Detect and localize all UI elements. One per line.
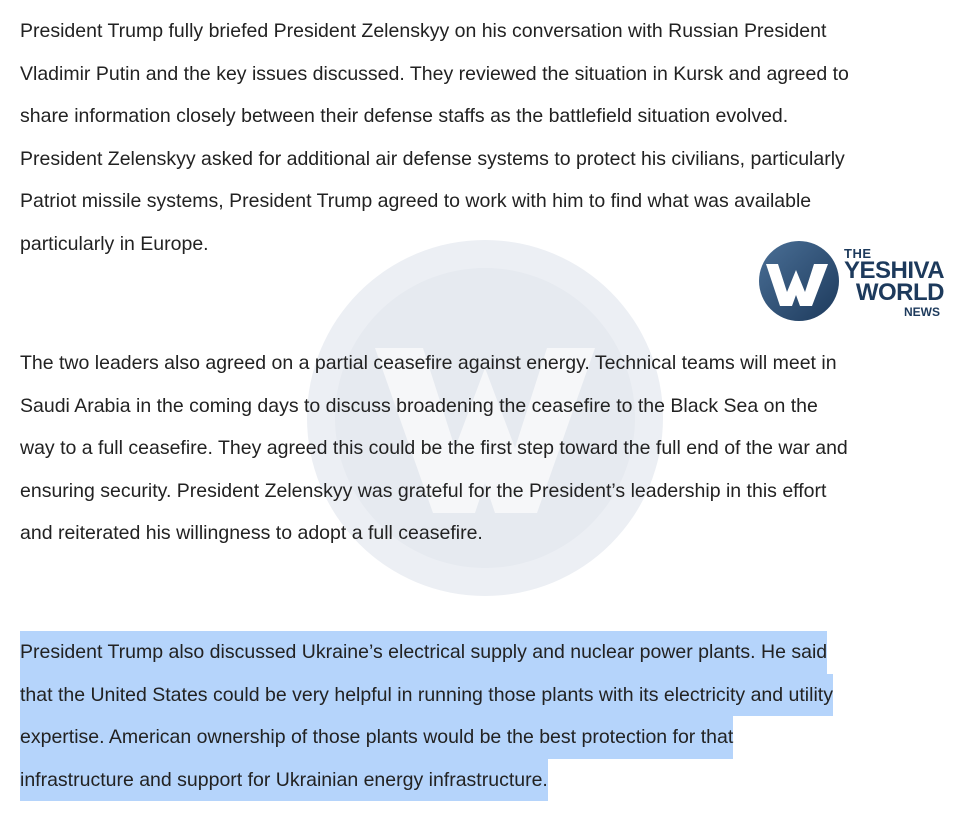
yeshiva-world-news-logo-icon [758,240,840,322]
paragraph-line: President Zelenskyy asked for additional air defense systems to protect his civilians, particularly [20,147,845,170]
text-selection-highlight[interactable]: expertise. American ownership of those plants would be the best protection for that [20,716,733,759]
highlighted-paragraph[interactable] [20,631,833,801]
paragraph-line: share information closely between their defense staffs as the battlefield situation evolved. [20,105,789,128]
paragraph-line: particularly in Europe. [20,232,209,255]
paragraph-2 [20,342,848,555]
text-selection-highlight[interactable]: infrastructure and support for Ukrainian energy infrastructure. [20,759,548,802]
logo-news-text: NEWS [904,305,940,319]
highlighted-line [20,631,833,674]
paragraph-line: Vladimir Putin and the key issues discussed. They reviewed the situation in Kursk and agreed to [20,62,849,85]
highlighted-line [20,716,833,759]
paragraph-line: President Trump fully briefed President Zelenskyy on his conversation with Russian President [20,20,827,42]
paragraph-1 [20,10,849,266]
logo-the-text: THE [844,246,872,261]
text-selection-highlight[interactable]: that the United States could be very helpful in running those plants with its electricity and utility [20,674,833,717]
yeshiva-world-news-logo [758,240,948,322]
logo-yeshiva-text: YESHIVA [844,257,945,284]
paragraph-line: Saudi Arabia in the coming days to discuss broadening the ceasefire to the Black Sea on the [20,394,818,417]
paragraph-line: Patriot missile systems, President Trump agreed to work with him to find what was available [20,190,812,213]
paragraph-line: and reiterated his willingness to adopt a full ceasefire. [20,522,483,545]
logo-world-text: WORLD [855,279,944,306]
text-selection-highlight[interactable]: President Trump also discussed Ukraine’s electrical supply and nuclear power plants. He said [20,631,827,674]
highlighted-line [20,674,833,717]
paragraph-line: way to a full ceasefire. They agreed this could be the first step toward the full end of the war and [20,437,848,460]
paragraph-line: The two leaders also agreed on a partial ceasefire against energy. Technical teams will meet in [20,352,837,374]
highlighted-line [20,759,833,802]
paragraph-line: ensuring security. President Zelenskyy was grateful for the President’s leadership in this effort [20,479,827,502]
logo-wordmark [844,247,944,318]
